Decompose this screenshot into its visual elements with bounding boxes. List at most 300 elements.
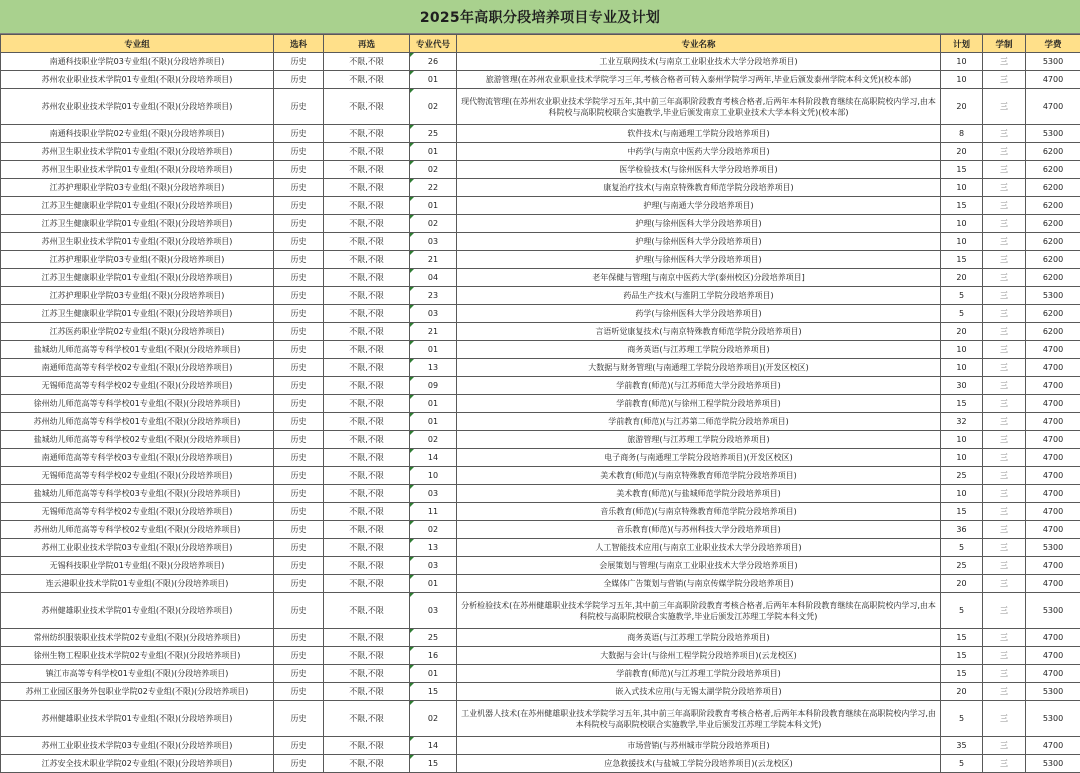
subject-cell[interactable]: 历史 [274,647,324,665]
reselect-cell[interactable]: 不限,不限 [324,323,410,341]
plan-cell[interactable]: 15 [941,251,983,269]
major-cell[interactable]: 大数据与财务管理(与南通理工学院分段培养项目)(开发区校区) [457,359,941,377]
subject-cell[interactable]: 历史 [274,287,324,305]
fee-cell[interactable]: 4700 [1026,467,1080,485]
code-cell[interactable]: 03 [410,593,457,629]
plan-cell[interactable]: 5 [941,755,983,773]
fee-cell[interactable]: 4700 [1026,485,1080,503]
years-cell[interactable]: 三 [983,395,1026,413]
fee-cell[interactable]: 6200 [1026,323,1080,341]
years-cell[interactable]: 三 [983,377,1026,395]
years-cell[interactable]: 三 [983,269,1026,287]
years-cell[interactable]: 三 [983,755,1026,773]
group-cell[interactable]: 盐城幼儿师范高等专科学校01专业组(不限)(分段培养项目) [1,341,274,359]
plan-cell[interactable]: 10 [941,53,983,71]
subject-cell[interactable]: 历史 [274,449,324,467]
subject-cell[interactable]: 历史 [274,359,324,377]
code-cell[interactable]: 01 [410,197,457,215]
plan-cell[interactable]: 5 [941,305,983,323]
fee-cell[interactable]: 6200 [1026,269,1080,287]
reselect-cell[interactable]: 不限,不限 [324,431,410,449]
reselect-cell[interactable]: 不限,不限 [324,503,410,521]
code-cell[interactable]: 02 [410,89,457,125]
subject-cell[interactable]: 历史 [274,467,324,485]
reselect-cell[interactable]: 不限,不限 [324,143,410,161]
col-header-group[interactable]: 专业组 [1,35,274,53]
col-header-plan[interactable]: 计划 [941,35,983,53]
fee-cell[interactable]: 4700 [1026,737,1080,755]
plan-cell[interactable]: 20 [941,89,983,125]
major-cell[interactable]: 电子商务(与南通理工学院分段培养项目)(开发区校区) [457,449,941,467]
group-cell[interactable]: 苏州卫生职业技术学院01专业组(不限)(分段培养项目) [1,233,274,251]
major-cell[interactable]: 市场营销(与苏州城市学院分段培养项目) [457,737,941,755]
subject-cell[interactable]: 历史 [274,377,324,395]
code-cell[interactable]: 01 [410,413,457,431]
group-cell[interactable]: 苏州幼儿师范高等专科学校01专业组(不限)(分段培养项目) [1,413,274,431]
fee-cell[interactable]: 6200 [1026,161,1080,179]
plan-cell[interactable]: 5 [941,287,983,305]
code-cell[interactable]: 03 [410,233,457,251]
reselect-cell[interactable]: 不限,不限 [324,665,410,683]
years-cell[interactable]: 三 [983,197,1026,215]
plan-cell[interactable]: 10 [941,341,983,359]
code-cell[interactable]: 21 [410,323,457,341]
subject-cell[interactable]: 历史 [274,71,324,89]
major-cell[interactable]: 学前教育(师范)(与江苏师范大学分段培养项目) [457,377,941,395]
years-cell[interactable]: 三 [983,737,1026,755]
subject-cell[interactable]: 历史 [274,755,324,773]
reselect-cell[interactable]: 不限,不限 [324,683,410,701]
fee-cell[interactable]: 4700 [1026,521,1080,539]
plan-cell[interactable]: 10 [941,359,983,377]
subject-cell[interactable]: 历史 [274,233,324,251]
fee-cell[interactable]: 4700 [1026,71,1080,89]
group-cell[interactable]: 苏州卫生职业技术学院01专业组(不限)(分段培养项目) [1,161,274,179]
reselect-cell[interactable]: 不限,不限 [324,593,410,629]
code-cell[interactable]: 03 [410,485,457,503]
code-cell[interactable]: 09 [410,377,457,395]
subject-cell[interactable]: 历史 [274,503,324,521]
subject-cell[interactable]: 历史 [274,593,324,629]
reselect-cell[interactable]: 不限,不限 [324,89,410,125]
fee-cell[interactable]: 5300 [1026,593,1080,629]
plan-cell[interactable]: 15 [941,161,983,179]
group-cell[interactable]: 无锡师范高等专科学校02专业组(不限)(分段培养项目) [1,467,274,485]
col-header-reselect[interactable]: 再选 [324,35,410,53]
years-cell[interactable]: 三 [983,521,1026,539]
plan-cell[interactable]: 10 [941,179,983,197]
major-cell[interactable]: 药品生产技术(与淮阴工学院分段培养项目) [457,287,941,305]
group-cell[interactable]: 南通科技职业学院02专业组(不限)(分段培养项目) [1,125,274,143]
major-cell[interactable]: 药学(与徐州医科大学分段培养项目) [457,305,941,323]
years-cell[interactable]: 三 [983,431,1026,449]
plan-cell[interactable]: 10 [941,215,983,233]
group-cell[interactable]: 江苏医药职业学院02专业组(不限)(分段培养项目) [1,323,274,341]
reselect-cell[interactable]: 不限,不限 [324,71,410,89]
years-cell[interactable]: 三 [983,701,1026,737]
plan-cell[interactable]: 36 [941,521,983,539]
subject-cell[interactable]: 历史 [274,539,324,557]
plan-cell[interactable]: 25 [941,557,983,575]
major-cell[interactable]: 护理(与徐州医科大学分段培养项目) [457,215,941,233]
subject-cell[interactable]: 历史 [274,629,324,647]
major-cell[interactable]: 音乐教育(师范)(与苏州科技大学分段培养项目) [457,521,941,539]
years-cell[interactable]: 三 [983,575,1026,593]
subject-cell[interactable]: 历史 [274,53,324,71]
subject-cell[interactable]: 历史 [274,575,324,593]
col-header-years[interactable]: 学制 [983,35,1026,53]
reselect-cell[interactable]: 不限,不限 [324,755,410,773]
col-header-subject[interactable]: 选科 [274,35,324,53]
plan-cell[interactable]: 15 [941,197,983,215]
group-cell[interactable]: 苏州工业职业技术学院03专业组(不限)(分段培养项目) [1,539,274,557]
code-cell[interactable]: 02 [410,161,457,179]
subject-cell[interactable]: 历史 [274,521,324,539]
code-cell[interactable]: 11 [410,503,457,521]
code-cell[interactable]: 15 [410,683,457,701]
code-cell[interactable]: 01 [410,395,457,413]
plan-cell[interactable]: 25 [941,467,983,485]
group-cell[interactable]: 盐城幼儿师范高等专科学校03专业组(不限)(分段培养项目) [1,485,274,503]
fee-cell[interactable]: 4700 [1026,395,1080,413]
years-cell[interactable]: 三 [983,449,1026,467]
reselect-cell[interactable]: 不限,不限 [324,269,410,287]
subject-cell[interactable]: 历史 [274,665,324,683]
years-cell[interactable]: 三 [983,287,1026,305]
reselect-cell[interactable]: 不限,不限 [324,341,410,359]
group-cell[interactable]: 江苏护理职业学院03专业组(不限)(分段培养项目) [1,251,274,269]
fee-cell[interactable]: 5300 [1026,53,1080,71]
fee-cell[interactable]: 6200 [1026,197,1080,215]
fee-cell[interactable]: 4700 [1026,629,1080,647]
fee-cell[interactable]: 6200 [1026,215,1080,233]
fee-cell[interactable]: 4700 [1026,557,1080,575]
major-cell[interactable]: 护理(与南通大学分段培养项目) [457,197,941,215]
plan-cell[interactable]: 30 [941,377,983,395]
years-cell[interactable]: 三 [983,647,1026,665]
years-cell[interactable]: 三 [983,71,1026,89]
group-cell[interactable]: 苏州卫生职业技术学院01专业组(不限)(分段培养项目) [1,143,274,161]
major-cell[interactable]: 言语听觉康复技术(与南京特殊教育师范学院分段培养项目) [457,323,941,341]
col-header-fee[interactable]: 学费 [1026,35,1080,53]
major-cell[interactable]: 旅游管理(与江苏理工学院分段培养项目) [457,431,941,449]
plan-cell[interactable]: 20 [941,683,983,701]
plan-cell[interactable]: 15 [941,665,983,683]
group-cell[interactable]: 江苏卫生健康职业学院01专业组(不限)(分段培养项目) [1,215,274,233]
years-cell[interactable]: 三 [983,539,1026,557]
code-cell[interactable]: 21 [410,251,457,269]
years-cell[interactable]: 三 [983,143,1026,161]
fee-cell[interactable]: 6200 [1026,143,1080,161]
reselect-cell[interactable]: 不限,不限 [324,233,410,251]
plan-cell[interactable]: 5 [941,593,983,629]
fee-cell[interactable]: 4700 [1026,575,1080,593]
code-cell[interactable]: 02 [410,521,457,539]
major-cell[interactable]: 会展策划与管理(与南京工业职业技术大学分段培养项目) [457,557,941,575]
code-cell[interactable]: 15 [410,755,457,773]
fee-cell[interactable]: 4700 [1026,359,1080,377]
years-cell[interactable]: 三 [983,359,1026,377]
group-cell[interactable]: 南通师范高等专科学校02专业组(不限)(分段培养项目) [1,359,274,377]
reselect-cell[interactable]: 不限,不限 [324,467,410,485]
subject-cell[interactable]: 历史 [274,701,324,737]
group-cell[interactable]: 苏州幼儿师范高等专科学校02专业组(不限)(分段培养项目) [1,521,274,539]
major-cell[interactable]: 美术教育(师范)(与盐城师范学院分段培养项目) [457,485,941,503]
major-cell[interactable]: 学前教育(师范)(与江苏第二师范学院分段培养项目) [457,413,941,431]
reselect-cell[interactable]: 不限,不限 [324,737,410,755]
group-cell[interactable]: 南通科技职业学院03专业组(不限)(分段培养项目) [1,53,274,71]
years-cell[interactable]: 三 [983,215,1026,233]
group-cell[interactable]: 苏州农业职业技术学院01专业组(不限)(分段培养项目) [1,71,274,89]
code-cell[interactable]: 14 [410,737,457,755]
subject-cell[interactable]: 历史 [274,269,324,287]
subject-cell[interactable]: 历史 [274,323,324,341]
subject-cell[interactable]: 历史 [274,179,324,197]
years-cell[interactable]: 三 [983,161,1026,179]
fee-cell[interactable]: 4700 [1026,449,1080,467]
code-cell[interactable]: 14 [410,449,457,467]
fee-cell[interactable]: 5300 [1026,701,1080,737]
reselect-cell[interactable]: 不限,不限 [324,557,410,575]
subject-cell[interactable]: 历史 [274,413,324,431]
code-cell[interactable]: 23 [410,287,457,305]
major-cell[interactable]: 应急救援技术(与盐城工学院分段培养项目)(云龙校区) [457,755,941,773]
plan-cell[interactable]: 5 [941,701,983,737]
code-cell[interactable]: 01 [410,143,457,161]
plan-cell[interactable]: 15 [941,647,983,665]
code-cell[interactable]: 02 [410,431,457,449]
group-cell[interactable]: 江苏护理职业学院03专业组(不限)(分段培养项目) [1,179,274,197]
group-cell[interactable]: 徐州幼儿师范高等专科学校01专业组(不限)(分段培养项目) [1,395,274,413]
code-cell[interactable]: 22 [410,179,457,197]
fee-cell[interactable]: 4700 [1026,503,1080,521]
major-cell[interactable]: 大数据与会计(与徐州工程学院分段培养项目)(云龙校区) [457,647,941,665]
code-cell[interactable]: 01 [410,341,457,359]
code-cell[interactable]: 03 [410,305,457,323]
years-cell[interactable]: 三 [983,557,1026,575]
fee-cell[interactable]: 5300 [1026,755,1080,773]
plan-cell[interactable]: 32 [941,413,983,431]
subject-cell[interactable]: 历史 [274,737,324,755]
code-cell[interactable]: 26 [410,53,457,71]
subject-cell[interactable]: 历史 [274,683,324,701]
reselect-cell[interactable]: 不限,不限 [324,701,410,737]
group-cell[interactable]: 江苏护理职业学院03专业组(不限)(分段培养项目) [1,287,274,305]
major-cell[interactable]: 中药学(与南京中医药大学分段培养项目) [457,143,941,161]
code-cell[interactable]: 25 [410,125,457,143]
subject-cell[interactable]: 历史 [274,485,324,503]
subject-cell[interactable]: 历史 [274,197,324,215]
years-cell[interactable]: 三 [983,125,1026,143]
fee-cell[interactable]: 5300 [1026,125,1080,143]
reselect-cell[interactable]: 不限,不限 [324,539,410,557]
reselect-cell[interactable]: 不限,不限 [324,629,410,647]
reselect-cell[interactable]: 不限,不限 [324,53,410,71]
code-cell[interactable]: 13 [410,359,457,377]
group-cell[interactable]: 无锡师范高等专科学校02专业组(不限)(分段培养项目) [1,503,274,521]
major-cell[interactable]: 工业互联网技术(与南京工业职业技术大学分段培养项目) [457,53,941,71]
major-cell[interactable]: 学前教育(师范)(与江苏理工学院分段培养项目) [457,665,941,683]
fee-cell[interactable]: 4700 [1026,413,1080,431]
code-cell[interactable]: 13 [410,539,457,557]
fee-cell[interactable]: 5300 [1026,287,1080,305]
subject-cell[interactable]: 历史 [274,215,324,233]
years-cell[interactable]: 三 [983,179,1026,197]
group-cell[interactable]: 江苏卫生健康职业学院01专业组(不限)(分段培养项目) [1,269,274,287]
reselect-cell[interactable]: 不限,不限 [324,377,410,395]
reselect-cell[interactable]: 不限,不限 [324,287,410,305]
code-cell[interactable]: 01 [410,575,457,593]
group-cell[interactable]: 苏州工业职业技术学院03专业组(不限)(分段培养项目) [1,737,274,755]
plan-cell[interactable]: 10 [941,233,983,251]
code-cell[interactable]: 02 [410,701,457,737]
group-cell[interactable]: 江苏卫生健康职业学院01专业组(不限)(分段培养项目) [1,197,274,215]
group-cell[interactable]: 连云港职业技术学院01专业组(不限)(分段培养项目) [1,575,274,593]
subject-cell[interactable]: 历史 [274,557,324,575]
reselect-cell[interactable]: 不限,不限 [324,575,410,593]
group-cell[interactable]: 无锡科技职业学院01专业组(不限)(分段培养项目) [1,557,274,575]
reselect-cell[interactable]: 不限,不限 [324,197,410,215]
years-cell[interactable]: 三 [983,503,1026,521]
major-cell[interactable]: 护理(与徐州医科大学分段培养项目) [457,233,941,251]
years-cell[interactable]: 三 [983,89,1026,125]
years-cell[interactable]: 三 [983,665,1026,683]
fee-cell[interactable]: 6200 [1026,179,1080,197]
fee-cell[interactable]: 4700 [1026,341,1080,359]
group-cell[interactable]: 常州纺织服装职业技术学院02专业组(不限)(分段培养项目) [1,629,274,647]
code-cell[interactable]: 01 [410,665,457,683]
reselect-cell[interactable]: 不限,不限 [324,161,410,179]
plan-cell[interactable]: 15 [941,629,983,647]
code-cell[interactable]: 03 [410,557,457,575]
subject-cell[interactable]: 历史 [274,161,324,179]
years-cell[interactable]: 三 [983,53,1026,71]
plan-cell[interactable]: 15 [941,395,983,413]
years-cell[interactable]: 三 [983,413,1026,431]
plan-cell[interactable]: 10 [941,71,983,89]
plan-cell[interactable]: 10 [941,485,983,503]
major-cell[interactable]: 全媒体广告策划与营销(与南京传媒学院分段培养项目) [457,575,941,593]
major-cell[interactable]: 分析检验技术(在苏州健雄职业技术学院学习五年,其中前三年高职阶段教育考核合格者,后两年本科阶段教育继续在高职院校内学习,由本科院校与高职院校联合实施教学,毕业后颁发江苏理工学院本科文凭) [457,593,941,629]
fee-cell[interactable]: 6200 [1026,233,1080,251]
years-cell[interactable]: 三 [983,629,1026,647]
code-cell[interactable]: 01 [410,71,457,89]
major-cell[interactable]: 工业机器人技术(在苏州健雄职业技术学院学习五年,其中前三年高职阶段教育考核合格者,后两年本科阶段教育继续在高职院校内学习,由本科院校与高职院校联合实施教学,毕业后颁发江苏理工学院本科文凭) [457,701,941,737]
code-cell[interactable]: 10 [410,467,457,485]
subject-cell[interactable]: 历史 [274,341,324,359]
fee-cell[interactable]: 4700 [1026,89,1080,125]
reselect-cell[interactable]: 不限,不限 [324,485,410,503]
years-cell[interactable]: 三 [983,485,1026,503]
years-cell[interactable]: 三 [983,251,1026,269]
years-cell[interactable]: 三 [983,593,1026,629]
years-cell[interactable]: 三 [983,323,1026,341]
plan-cell[interactable]: 10 [941,449,983,467]
group-cell[interactable]: 盐城幼儿师范高等专科学校02专业组(不限)(分段培养项目) [1,431,274,449]
group-cell[interactable]: 南通师范高等专科学校03专业组(不限)(分段培养项目) [1,449,274,467]
plan-cell[interactable]: 5 [941,539,983,557]
major-cell[interactable]: 软件技术(与南通理工学院分段培养项目) [457,125,941,143]
major-cell[interactable]: 老年保健与管理[与南京中医药大学(泰州校区)分段培养项目] [457,269,941,287]
group-cell[interactable]: 江苏安全技术职业学院02专业组(不限)(分段培养项目) [1,755,274,773]
fee-cell[interactable]: 5300 [1026,683,1080,701]
plan-cell[interactable]: 15 [941,503,983,521]
subject-cell[interactable]: 历史 [274,251,324,269]
major-cell[interactable]: 人工智能技术应用(与南京工业职业技术大学分段培养项目) [457,539,941,557]
major-cell[interactable]: 医学检验技术(与徐州医科大学分段培养项目) [457,161,941,179]
plan-cell[interactable]: 8 [941,125,983,143]
major-cell[interactable]: 康复治疗技术(与南京特殊教育师范学院分段培养项目) [457,179,941,197]
group-cell[interactable]: 无锡师范高等专科学校02专业组(不限)(分段培养项目) [1,377,274,395]
reselect-cell[interactable]: 不限,不限 [324,521,410,539]
subject-cell[interactable]: 历史 [274,89,324,125]
plan-cell[interactable]: 20 [941,143,983,161]
subject-cell[interactable]: 历史 [274,395,324,413]
group-cell[interactable]: 苏州健雄职业技术学院01专业组(不限)(分段培养项目) [1,701,274,737]
plan-cell[interactable]: 10 [941,431,983,449]
major-cell[interactable]: 音乐教育(师范)(与南京特殊教育师范学院分段培养项目) [457,503,941,521]
subject-cell[interactable]: 历史 [274,305,324,323]
years-cell[interactable]: 三 [983,467,1026,485]
major-cell[interactable]: 学前教育(师范)(与徐州工程学院分段培养项目) [457,395,941,413]
reselect-cell[interactable]: 不限,不限 [324,395,410,413]
fee-cell[interactable]: 6200 [1026,305,1080,323]
group-cell[interactable]: 苏州健雄职业技术学院01专业组(不限)(分段培养项目) [1,593,274,629]
major-cell[interactable]: 商务英语(与江苏理工学院分段培养项目) [457,341,941,359]
reselect-cell[interactable]: 不限,不限 [324,125,410,143]
fee-cell[interactable]: 4700 [1026,647,1080,665]
col-header-major[interactable]: 专业名称 [457,35,941,53]
years-cell[interactable]: 三 [983,305,1026,323]
fee-cell[interactable]: 6200 [1026,251,1080,269]
fee-cell[interactable]: 5300 [1026,539,1080,557]
reselect-cell[interactable]: 不限,不限 [324,305,410,323]
major-cell[interactable]: 护理(与徐州医科大学分段培养项目) [457,251,941,269]
group-cell[interactable]: 徐州生物工程职业技术学院02专业组(不限)(分段培养项目) [1,647,274,665]
reselect-cell[interactable]: 不限,不限 [324,647,410,665]
fee-cell[interactable]: 4700 [1026,431,1080,449]
code-cell[interactable]: 25 [410,629,457,647]
group-cell[interactable]: 镇江市高等专科学校01专业组(不限)(分段培养项目) [1,665,274,683]
reselect-cell[interactable]: 不限,不限 [324,215,410,233]
fee-cell[interactable]: 4700 [1026,665,1080,683]
reselect-cell[interactable]: 不限,不限 [324,251,410,269]
code-cell[interactable]: 16 [410,647,457,665]
fee-cell[interactable]: 4700 [1026,377,1080,395]
reselect-cell[interactable]: 不限,不限 [324,179,410,197]
reselect-cell[interactable]: 不限,不限 [324,449,410,467]
plan-cell[interactable]: 20 [941,575,983,593]
code-cell[interactable]: 04 [410,269,457,287]
subject-cell[interactable]: 历史 [274,431,324,449]
reselect-cell[interactable]: 不限,不限 [324,413,410,431]
col-header-code[interactable]: 专业代号 [410,35,457,53]
subject-cell[interactable]: 历史 [274,125,324,143]
years-cell[interactable]: 三 [983,233,1026,251]
plan-cell[interactable]: 20 [941,269,983,287]
reselect-cell[interactable]: 不限,不限 [324,359,410,377]
major-cell[interactable]: 商务英语(与江苏理工学院分段培养项目) [457,629,941,647]
years-cell[interactable]: 三 [983,341,1026,359]
plan-cell[interactable]: 35 [941,737,983,755]
group-cell[interactable]: 江苏卫生健康职业学院01专业组(不限)(分段培养项目) [1,305,274,323]
major-cell[interactable]: 嵌入式技术应用(与无锡太湖学院分段培养项目) [457,683,941,701]
code-cell[interactable]: 02 [410,215,457,233]
subject-cell[interactable]: 历史 [274,143,324,161]
plan-cell[interactable]: 20 [941,323,983,341]
major-cell[interactable]: 美术教育(师范)(与南京特殊教育师范学院分段培养项目) [457,467,941,485]
group-cell[interactable]: 苏州工业园区服务外包职业学院02专业组(不限)(分段培养项目) [1,683,274,701]
